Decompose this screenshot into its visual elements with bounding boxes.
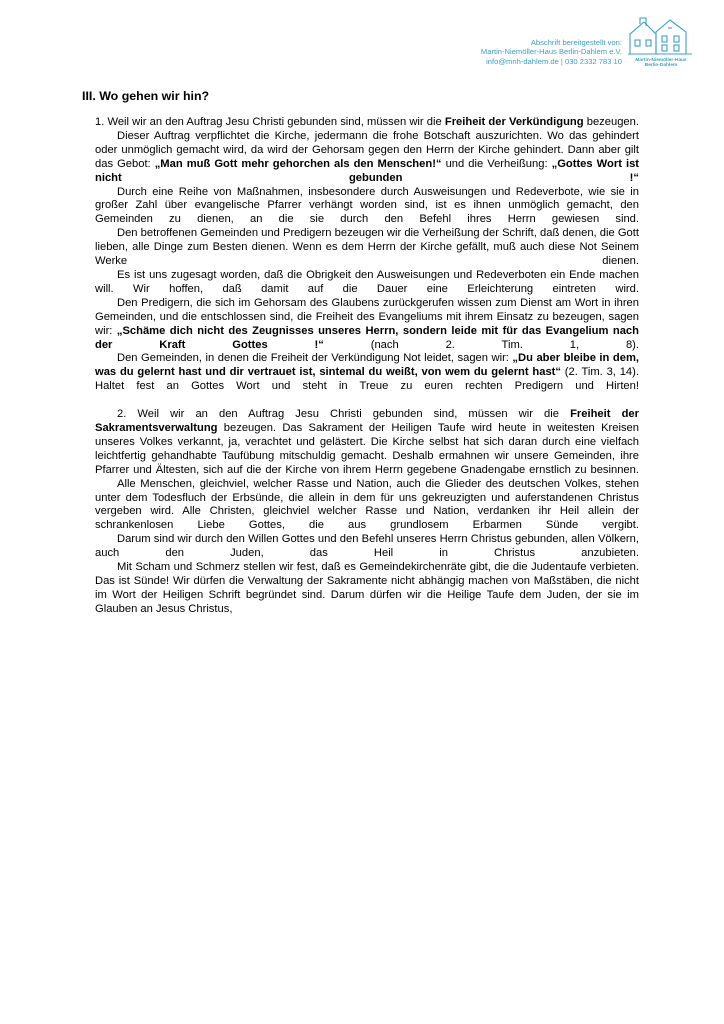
text-run: Mit Scham und Schmerz stellen wir fest, daß es Gemeindekirchenräte gibt, die die Judentaufe verbieten. Das ist Sünde! Wir dürfen die Verwaltung der Sakramente nicht abhängig machen von Maßstäben, die nicht im Wort der Heiligen Schrift begründet sind. Darum dürfen wir die Heilige Taufe dem Juden, der sie im Glauben an Jesus Christus, <box>95 561 639 615</box>
text-run: Darum sind wir durch den Willen Gottes und den Befehl unseres Herrn Christus gebunden, allen Völkern, auch den Juden, das Heil in Christus anzubieten. <box>95 533 639 560</box>
bold-text: Freiheit der Sakramentsverwaltung <box>95 408 639 435</box>
paragraph <box>95 227 639 269</box>
text-run: bezeugen. <box>583 116 639 128</box>
text-run: bezeugen. Das Sakrament der Heiligen Taufe wird heute in weitesten Kreisen unseres Volkes verkannt, ja, verachtet und gelästert. Die Kirche selbst hat sich daran durch eine vielfach leichtfertig gehandhabte Taufübung mitschuldig gemacht. Deshalb ermahnen wir unsere Gemeinden, ihre Pfarrer und Ältesten, sich auf die der Kirche von ihrem Herrn gegebene Gnadengabe ernstlich zu besinnen. <box>95 422 639 476</box>
text-run: Es ist uns zugesagt worden, daß die Obrigkeit den Ausweisungen und Redeverboten ein Ende machen will. Wir hoffen, daß damit auf die Dauer eine Erleichterung eintreten wird. <box>95 268 639 295</box>
text-run: (2. Tim. 3, 14). Haltet fest an Gottes Wort und steht in Treue zu euren rechten Predigern und Hirten! <box>95 366 639 393</box>
section-title: III. Wo gehen wir hin? <box>82 89 210 103</box>
header-line-1: Abschrift bereitgestellt von: <box>530 38 622 47</box>
paragraph <box>95 130 639 186</box>
paragraph <box>95 533 639 561</box>
text-run: Den Gemeinden, in denen die Freiheit der Verkündigung Not leidet, sagen wir: <box>117 352 513 365</box>
header-line-2: Martin-Niemöller-Haus Berlin-Dahlem e.V. <box>480 47 622 57</box>
paragraph <box>95 186 639 228</box>
header-attribution <box>481 38 622 66</box>
paragraph <box>95 561 639 617</box>
logo-line-2: Berlin-Dahlem <box>644 63 678 69</box>
bold-text: „Schäme dich nicht des Zeugnisses unseres Herrn, sondern leide mit für das Evangelium nach der Kraft Gottes !“ <box>95 324 639 351</box>
paragraph <box>95 297 639 353</box>
section-gap <box>95 394 639 408</box>
text-run: Dieser Auftrag verpflichtet die Kirche, jedermann die frohe Botschaft auszurichten. Wo das gehindert oder unmöglich gemacht wird, da wird der Gehorsam gegen den Herrn der Kirche gehindert. Dann aber gilt das Gebot: <box>95 129 639 170</box>
paragraph <box>95 408 639 478</box>
bold-text: „Du aber bleibe in dem, was du gelernt hast und dir vertrauet ist, sintemal du weißt, von wem du gelernt hast“ <box>95 352 639 379</box>
text-run: Alle Menschen, gleichviel, welcher Rasse und Nation, auch die Glieder des deutschen Volkes, stehen unter dem Todesfluch der Erbsünde, die allein in dem für uns gekreuzigten und auferstandenen Christus vergeben wird. Alle Christen, gleichviel welcher Rasse und Nation, verdanken ihr Heil allein der schrankenlosen Liebe Gottes, die aus grundlosem Erbarmen Sünde vergibt. <box>95 477 639 532</box>
text-run: 2. Weil wir an den Auftrag Jesu Christi gebunden sind, müssen wir die <box>117 408 571 421</box>
paragraph <box>95 269 639 297</box>
text-run: Den betroffenen Gemeinden und Predigern bezeugen wir die Verheißung der Schrift, daß denen, die Gott lieben, alle Dinge zum Besten dienen. Wenn es dem Herrn der Kirche gefällt, muß auch diese Not Seinem Werke dienen. <box>95 227 639 268</box>
bold-text: „Man muß Gott mehr gehorchen als den Menschen!“ <box>154 157 442 170</box>
paragraph <box>95 478 639 534</box>
text-run: Durch eine Reihe von Maßnahmen, insbesondere durch Ausweisungen und Redeverbote, wie sie in großer Zahl über evangelische Pfarrer verhängt worden sind, ist es ihnen unmöglich gemacht, den Gemeinden zu dienen, an die sie durch den Befehl ihres Herrn gewiesen sind. <box>95 185 639 226</box>
archive-header <box>446 14 696 72</box>
paragraph <box>95 116 639 130</box>
text-run: Den Predigern, die sich im Gehorsam des Glaubens zurückgerufen wissen zum Dienst am Wort in ihren Gemeinden, und die entschlossen sind, die Freiheit des Evangeliums mit ihrem Einsatz zu bezeugen, sagen wir: <box>95 296 639 337</box>
text-run: (nach 2. Tim. 1, 8). <box>323 338 640 351</box>
house-logo-icon <box>626 14 696 72</box>
text-run: und die Verheißung: <box>441 157 552 170</box>
bold-text: Freiheit der Verkündigung <box>444 116 584 128</box>
text-run: 1. Weil wir an den Auftrag Jesu Christi gebunden sind, müssen wir die <box>95 116 445 128</box>
bold-text: „Gottes Wort ist nicht gebunden !“ <box>95 157 640 184</box>
document-body <box>95 116 639 617</box>
paragraph <box>95 352 639 394</box>
header-line-3: info@mnh-dahlem.de | 030 2332 783 10 <box>486 56 622 66</box>
logo-wordmark <box>628 58 694 69</box>
logo-line-1: Martin-Niemöller-Haus <box>635 58 687 63</box>
